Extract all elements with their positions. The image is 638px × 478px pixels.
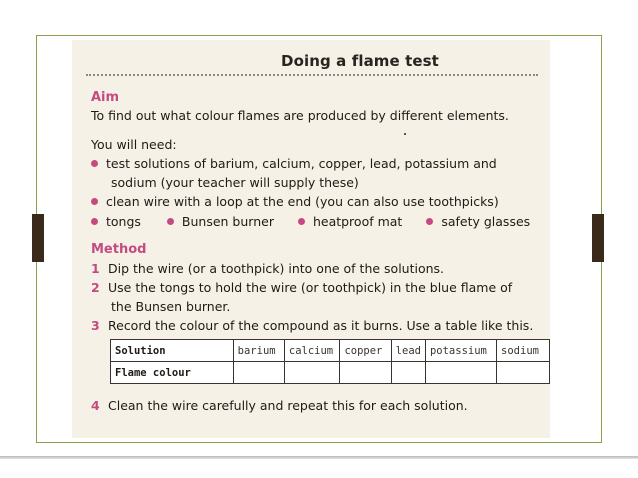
- table-row: [111, 340, 550, 362]
- ink-speck: [404, 133, 406, 135]
- equipment-bunsen-burner: Bunsen burner: [181, 214, 274, 229]
- table-cell: [284, 362, 340, 384]
- step-number: 4: [91, 398, 100, 413]
- step-text: Use the tongs to hold the wire (or toothpick) in the blue flame of: [108, 280, 513, 295]
- list-item-continuation: sodium (your teacher will supply these): [111, 175, 359, 190]
- method-step-1: [91, 261, 444, 276]
- table-col-copper: copper: [340, 340, 391, 362]
- you-will-need-heading: You will need:: [91, 137, 177, 152]
- aim-text: To find out what colour flames are produced by different elements.: [91, 108, 509, 123]
- left-tab-marker: [32, 214, 44, 262]
- aim-heading: Aim: [91, 90, 120, 105]
- table-cell: [340, 362, 391, 384]
- worksheet-page: [72, 40, 550, 438]
- step-number: 3: [91, 318, 100, 333]
- bullet-icon: [426, 218, 433, 225]
- table-cell: [391, 362, 425, 384]
- table-cell: [233, 362, 284, 384]
- table-header-flame-colour: Flame colour: [111, 362, 234, 384]
- list-item: [91, 156, 497, 171]
- list-item-text: clean wire with a loop at the end (you can also use toothpicks): [106, 194, 499, 209]
- table-col-calcium: calcium: [284, 340, 340, 362]
- method-step-3: [91, 318, 533, 333]
- method-step-2-continuation: the Bunsen burner.: [111, 299, 231, 314]
- equipment-row: [91, 214, 530, 229]
- step-text: Dip the wire (or a toothpick) into one of the solutions.: [108, 261, 445, 276]
- equipment-safety-glasses: safety glasses: [441, 214, 531, 229]
- bottom-rule: [0, 456, 638, 459]
- title-divider: [86, 74, 538, 76]
- table-cell: [425, 362, 496, 384]
- method-step-2: [91, 280, 512, 295]
- step-text: Record the colour of the compound as it burns. Use a table like this.: [108, 318, 534, 333]
- step-number: 1: [91, 261, 100, 276]
- list-item: [91, 194, 499, 209]
- results-table: [110, 339, 550, 384]
- table-col-potassium: potassium: [425, 340, 496, 362]
- step-number: 2: [91, 280, 100, 295]
- bullet-icon: [91, 160, 98, 167]
- right-tab-marker: [592, 214, 604, 262]
- bullet-icon: [298, 218, 305, 225]
- bullet-icon: [91, 198, 98, 205]
- table-cell: [497, 362, 550, 384]
- equipment-tongs: tongs: [106, 214, 141, 229]
- table-col-sodium: sodium: [497, 340, 550, 362]
- page-title: Doing a flame test: [281, 52, 439, 70]
- table-row: [111, 362, 550, 384]
- list-item-text: test solutions of barium, calcium, copper, lead, potassium and: [106, 156, 497, 171]
- bullet-icon: [91, 218, 98, 225]
- method-heading: Method: [91, 242, 147, 257]
- step-text: Clean the wire carefully and repeat this for each solution.: [108, 398, 468, 413]
- bullet-icon: [167, 218, 174, 225]
- method-step-4: [91, 398, 468, 413]
- equipment-heatproof-mat: heatproof mat: [312, 214, 403, 229]
- table-header-solution: Solution: [111, 340, 234, 362]
- table-col-lead: lead: [391, 340, 425, 362]
- table-col-barium: barium: [233, 340, 284, 362]
